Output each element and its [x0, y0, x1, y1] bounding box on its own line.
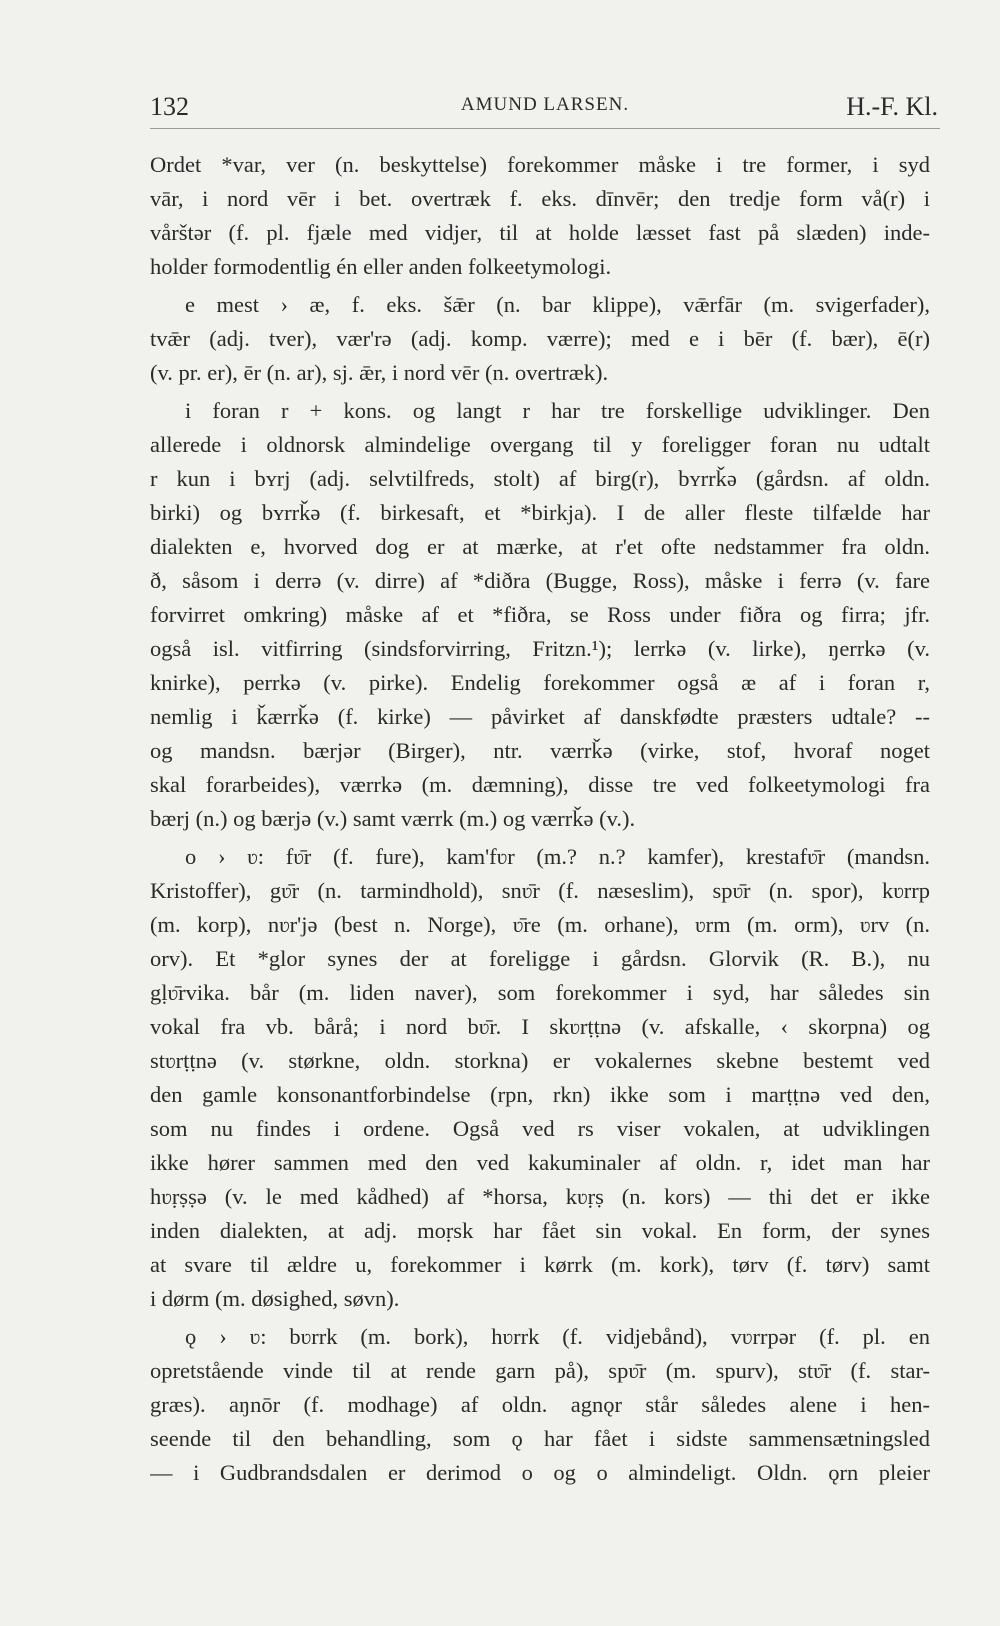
text-line: gḷʋ̄rvika. bår (m. liden naver), som forekommer i syd, har således sin	[150, 980, 930, 1005]
running-title: AMUND LARSEN.	[460, 94, 630, 115]
text-line: orv). Et *glor synes der at foreligge i gårdsn. Glorvik (R. B.), nu	[150, 946, 930, 971]
text-line: skal forarbeides), værrkə (m. dæmning), disse tre ved folkeetymologi fra	[150, 772, 930, 797]
text-line: græs). aŋnōr (f. modhage) af oldn. agnǫr står således alene i hen-	[150, 1392, 930, 1417]
text-line: og mandsn. bærjər (Birger), ntr. værrǩə (virke, stof, hvoraf noget	[150, 738, 930, 763]
section-label: H.-F. Kl.	[846, 92, 938, 121]
text-line: inden dialekten, at adj. moṛsk har fået sin vokal. En form, der synes	[150, 1218, 930, 1243]
text-line: at svare til ældre u, forekommer i kørrk (m. kork), tørv (f. tørv) samt	[150, 1252, 930, 1277]
text-line: i dørm (m. døsighed, søvn).	[150, 1286, 400, 1311]
text-line: som nu findes i ordene. Også ved rs viser vokalen, at udviklingen	[150, 1116, 930, 1141]
text-line: birki) og bʏrrǩə (f. birkesaft, et *birkja). I de aller fleste tilfælde har	[150, 500, 930, 525]
text-line: den gamle konsonantforbindelse (rpn, rkn) ikke som i marṭṭnə ved den,	[150, 1082, 930, 1107]
text-line: seende til den behandling, som ǫ har fået i sidste sammensætningsled	[150, 1426, 930, 1451]
text-line: r kun i bʏrj (adj. selvtilfreds, stolt) af birg(r), bʏrrǩə (gårdsn. af oldn.	[150, 466, 930, 491]
text-line: holder formodentlig én eller anden folkeetymologi.	[150, 254, 612, 279]
text-line: knirke), perrkə (v. pirke). Endelig forekommer også æ af i foran r,	[150, 670, 930, 695]
text-line: — i Gudbrandsdalen er derimod o og o almindeligt. Oldn. ǫrn pleier	[150, 1460, 930, 1485]
text-line: o › ʋ: fʋ̄r (f. fure), kam'fʋr (m.? n.? kamfer), krestafʋ̄r (mandsn.	[185, 844, 930, 869]
text-line: vār, i nord vēr i bet. overtræk f. eks. dīnvēr; den tredje form vå(r) i	[150, 186, 930, 211]
text-line: også isl. vitfirring (sindsforvirring, Fritzn.¹); lerrkə (v. lirke), ŋerrkə (v.	[150, 636, 930, 661]
text-line: nemlig i ǩærrǩə (f. kirke) — påvirket af danskfødte præsters udtale? --	[150, 704, 930, 729]
text-line: vårštər (f. pl. fjæle med vidjer, til at holde læsset fast på slæden) inde-	[150, 220, 930, 245]
text-line: bærj (n.) og bærjə (v.) samt værrk (m.) og værrǩə (v.).	[150, 806, 636, 831]
text-line: (v. pr. er), ēr (n. ar), sj. ǣr, i nord vēr (n. overtræk).	[150, 360, 609, 385]
text-line: ð, såsom i derrə (v. dirre) af *diðra (Bugge, Ross), måske i ferrə (v. fare	[150, 568, 930, 593]
text-line: ǫ › ʋ: bʋrrk (m. bork), hʋrrk (f. vidjebånd), vʋrrpər (f. pl. en	[185, 1324, 930, 1349]
text-line: e mest › æ, f. eks. šǣr (n. bar klippe), vǣrfār (m. svigerfader),	[185, 292, 930, 317]
text-line: dialekten e, hvorved dog er at mærke, at r'et ofte nedstammer fra oldn.	[150, 534, 930, 559]
text-line: Ordet *var, ver (n. beskyttelse) forekommer måske i tre former, i syd	[150, 152, 930, 177]
page-number: 132	[150, 92, 189, 121]
text-line: vokal fra vb. bårå; i nord bʋ̄r. I skʋrṭṭnə (v. afskalle, ‹ skorpna) og	[150, 1014, 930, 1039]
text-line: forvirret omkring) måske af et *fiðra, se Ross under fiðra og firra; jfr.	[150, 602, 930, 627]
text-line: i foran r + kons. og langt r har tre forskellige udviklinger. Den	[185, 398, 930, 423]
text-line: opretstående vinde til at rende garn på), spʋ̄r (m. spurv), stʋ̄r (f. star-	[150, 1358, 930, 1383]
text-line: ikke hører sammen med den ved kakuminaler af oldn. r, idet man har	[150, 1150, 930, 1175]
page-header	[150, 88, 940, 129]
text-line: (m. korp), nʋr'jə (best n. Norge), ʋ̄re (m. orhane), ʋrm (m. orm), ʋrv (n.	[150, 912, 930, 937]
text-line: stʋrṭṭnə (v. størkne, oldn. storkna) er vokalernes skebne bestemt ved	[150, 1048, 930, 1073]
text-line: tvǣr (adj. tver), vær'rə (adj. komp. værre); med e i bēr (f. bær), ē(r)	[150, 326, 930, 351]
text-line: hʋṛṣṣə (v. le med kådhed) af *horsa, kʋṛṣ (n. kors) — thi det er ikke	[150, 1184, 930, 1209]
text-line: allerede i oldnorsk almindelige overgang til y foreligger foran nu udtalt	[150, 432, 930, 457]
text-line: Kristoffer), gʋ̄r (n. tarmindhold), snʋ̄r (f. næseslim), spʋ̄r (n. spor), kʋrrp	[150, 878, 930, 903]
